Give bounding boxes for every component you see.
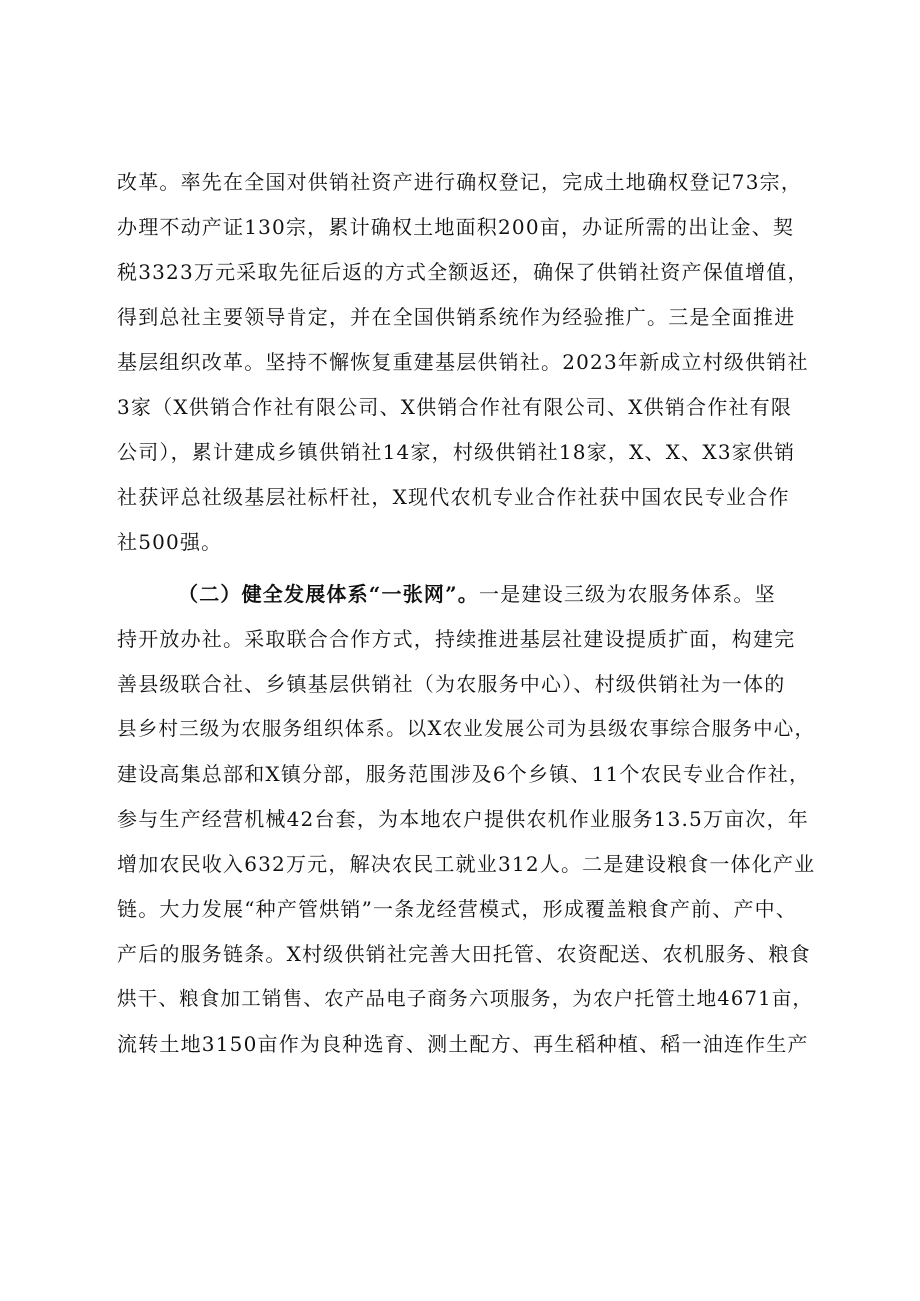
text-line: 产后的服务链条。X村级供销社完善大田托管、农资配送、农机服务、粮食 <box>117 942 811 966</box>
text-line: 社获评总社级基层社标杆社，X现代农机专业合作社获中国农民专业合作 <box>117 485 790 509</box>
text-line: 公司），累计建成乡镇供销社14家，村级供销社18家，X、X、X3家供销 <box>117 440 796 464</box>
text-line: 持开放办社。采取联合合作方式，持续推进基层社建设提质扩面，构建完 <box>117 627 796 651</box>
text-line: 参与生产经营机械42台套，为本地农户提供农机作业服务13.5万亩次，年 <box>117 807 809 831</box>
text-line: 增加农民收入632万元，解决农民工就业312人。二是建设粮食一体化产业 <box>117 852 816 876</box>
text-line: 建设高集总部和X镇分部，服务范围涉及6个乡镇、11个农民专业合作社， <box>117 762 811 786</box>
text-line: 3家（X供销合作社有限公司、X供销合作社有限公司、X供销合作社有限 <box>117 395 793 419</box>
text-line: 流转土地3150亩作为良种选育、测土配方、再生稻种植、稻一油连作生产 <box>117 1032 809 1056</box>
section-heading: （二）健全发展体系“一张网”。 <box>178 582 480 606</box>
text-segment: 一是建设三级为农服务体系。坚 <box>479 582 776 606</box>
text-line: 善县级联合社、乡镇基层供销社（为农服务中心）、村级供销社为一体的 <box>117 672 786 696</box>
text-line: 链。大力发展“种产管烘销”一条龙经营模式，形成覆盖粮食产前、产中、 <box>117 897 798 921</box>
text-line: 办理不动产证130宗，累计确权土地面积200亩，办证所需的出让金、契 <box>117 215 795 239</box>
text-line: 烘干、粮食加工销售、农产品电子商务六项服务，为农户托管土地4671亩， <box>117 987 814 1010</box>
text-line: 得到总社主要领导肯定，并在全国供销系统作为经验推广。三是全面推进 <box>117 305 796 329</box>
text-line: 税3323万元采取先征后返的方式全额返还，确保了供销社资产保值增值， <box>117 260 809 284</box>
text-line: 县乡村三级为农服务组织体系。以X农业发展公司为县级农事综合服务中心， <box>117 717 816 740</box>
text-line: 改革。率先在全国对供销社资产进行确权登记，完成土地确权登记73宗， <box>117 170 803 194</box>
text-line: 基层组织改革。坚持不懈恢复重建基层供销社。2023年新成立村级供销社 <box>117 350 809 374</box>
text-line: 社500强。 <box>117 530 223 554</box>
text-line <box>178 580 776 608</box>
